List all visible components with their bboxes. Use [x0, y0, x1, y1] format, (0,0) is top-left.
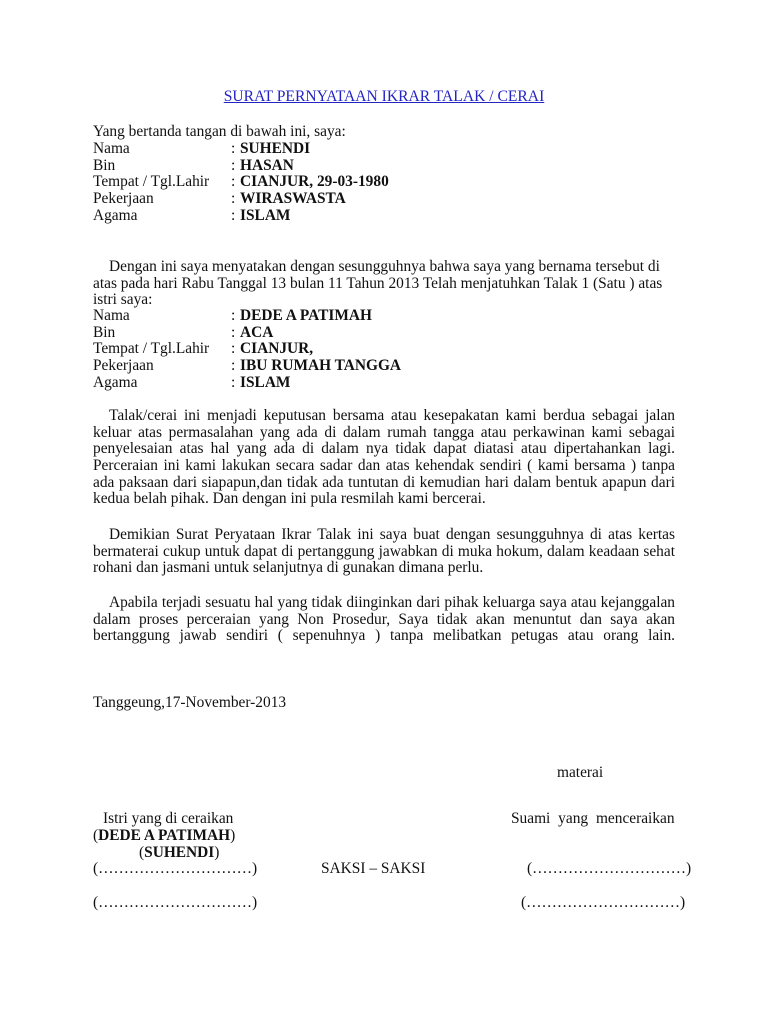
wife-name: DEDE A PATIMAH: [98, 827, 231, 844]
paren-open: (: [93, 827, 99, 844]
detail-separator: :: [231, 190, 236, 208]
detail-value: CIANJUR, 29-03-1980: [240, 173, 389, 191]
liability-paragraph: [93, 595, 675, 645]
detail-label: Pekerjaan: [93, 190, 154, 208]
paren-close: ): [230, 827, 236, 844]
detail-label: Tempat / Tgl.Lahir: [93, 340, 210, 358]
wife-caption: Istri yang di ceraikan: [103, 810, 234, 827]
paragraph-line: ada paksaan dari siapapun,dan tidak ada tuntutan di kemudian hari dalam bentuk apapun dari: [93, 473, 675, 491]
paren-close: ): [214, 844, 220, 861]
wife-signature-name: [93, 828, 235, 845]
detail-label: Nama: [93, 140, 130, 157]
paragraph-line: rohani dan jasmani untuk selanjutnya di gunakan dimana perlu.: [93, 559, 484, 577]
detail-label: Agama: [93, 373, 138, 391]
detail-row-occupation: [93, 358, 675, 375]
paren-open: (: [139, 844, 145, 861]
witnesses-label: SAKSI – SAKSI: [321, 860, 426, 877]
wife-details: [93, 308, 675, 391]
detail-row-birth: [93, 341, 675, 358]
detail-label: Bin: [93, 156, 116, 174]
detail-value: SUHENDI: [240, 140, 311, 157]
detail-row-name: [93, 141, 675, 158]
detail-value: IBU RUMAH TANGGA: [240, 357, 402, 375]
detail-separator: :: [231, 307, 236, 324]
husband-details: [93, 141, 675, 224]
intro-text: Yang bertanda tangan di bawah ini, saya:: [93, 123, 346, 140]
paragraph-line: Apabila terjadi sesuatu hal yang tidak diinginkan dari pihak keluarga saya atau kejanggalan: [109, 594, 675, 611]
detail-row-religion: [93, 375, 675, 392]
detail-row-name: [93, 308, 675, 325]
detail-value: ISLAM: [240, 206, 291, 224]
detail-row-bin: [93, 325, 675, 342]
signature-blank: (…………………………): [93, 894, 258, 911]
agreement-paragraph: [93, 408, 675, 508]
detail-separator: :: [231, 340, 236, 358]
paragraph-line: atas pada hari Rabu Tanggal 13 bulan 11 Tahun 2013 Telah menjatuhkan Talak 1 (Satu ) atas: [93, 274, 663, 292]
detail-label: Nama: [93, 307, 130, 324]
detail-value: ACA: [240, 323, 274, 341]
detail-separator: :: [231, 173, 236, 191]
detail-label: Bin: [93, 323, 116, 341]
paragraph-line: Dengan ini saya menyatakan dengan sesungguhnya bahwa saya yang bernama tersebut di: [109, 258, 660, 275]
paragraph-line: penyelesaian atas hal yang ada di dalam nya tidak dapat diatasi atau dipertahankan lagi.: [93, 440, 675, 458]
detail-value: HASAN: [240, 156, 294, 174]
husband-caption: Suami yang menceraikan: [511, 810, 675, 827]
closing-paragraph: [93, 527, 675, 577]
paragraph-line: kedua belah pihak. Dan dengan ini pula resmilah kami bercerai.: [93, 490, 486, 508]
detail-value: ISLAM: [240, 373, 291, 391]
stamp-label: materai: [557, 764, 604, 781]
signature-blank: (…………………………): [527, 860, 692, 877]
detail-row-birth: [93, 174, 675, 191]
detail-value: DEDE A PATIMAH: [240, 307, 372, 324]
paragraph-line: keluar atas permasalahan yang ada di dalam rumah tangga atau perkawinan kami sebagai: [93, 423, 675, 441]
detail-separator: :: [231, 373, 236, 391]
signature-blank: (…………………………): [93, 860, 258, 877]
detail-label: Tempat / Tgl.Lahir: [93, 173, 210, 191]
paragraph-line: Perceraian ini kami lakukan secara sadar dan atas kehendak sendiri ( kami bersama ) tanpa: [93, 457, 675, 475]
paragraph-line: bermaterai cukup untuk dapat di pertanggung jawabkan di muka hokum, dalam keadaan sehat: [93, 542, 675, 560]
detail-separator: :: [231, 357, 236, 375]
detail-label: Pekerjaan: [93, 357, 154, 375]
detail-separator: :: [231, 206, 236, 224]
detail-separator: :: [231, 323, 236, 341]
document-title: SURAT PERNYATAAN IKRAR TALAK / CERAI: [223, 88, 545, 105]
signature-blank: (…………………………): [521, 894, 686, 911]
detail-row-occupation: [93, 191, 675, 208]
detail-separator: :: [231, 156, 236, 174]
paragraph-line: istri saya:: [93, 291, 153, 309]
detail-value: CIANJUR,: [240, 340, 314, 358]
paragraph-line: bertanggung jawab sendiri ( sepenuhnya ) tanpa melibatkan petugas atau orang lain.: [93, 627, 675, 645]
detail-value: WIRASWASTA: [240, 190, 346, 208]
detail-label: Agama: [93, 206, 138, 224]
paragraph-line: dalam proses perceraian yang Non Prosedur, Saya tidak akan menuntut dan saya akan: [93, 610, 675, 628]
place-and-date: Tanggeung,17-November-2013: [93, 694, 287, 711]
detail-row-religion: [93, 208, 675, 225]
detail-separator: :: [231, 140, 236, 157]
detail-row-bin: [93, 158, 675, 175]
husband-name: SUHENDI: [144, 844, 215, 861]
paragraph-line: Demikian Surat Peryataan Ikrar Talak ini saya buat dengan sesungguhnya di atas kertas: [109, 526, 675, 543]
statement-paragraph: [93, 259, 675, 309]
paragraph-line: Talak/cerai ini menjadi keputusan bersama atau kesepakatan kami berdua sebagai jalan: [109, 407, 675, 424]
